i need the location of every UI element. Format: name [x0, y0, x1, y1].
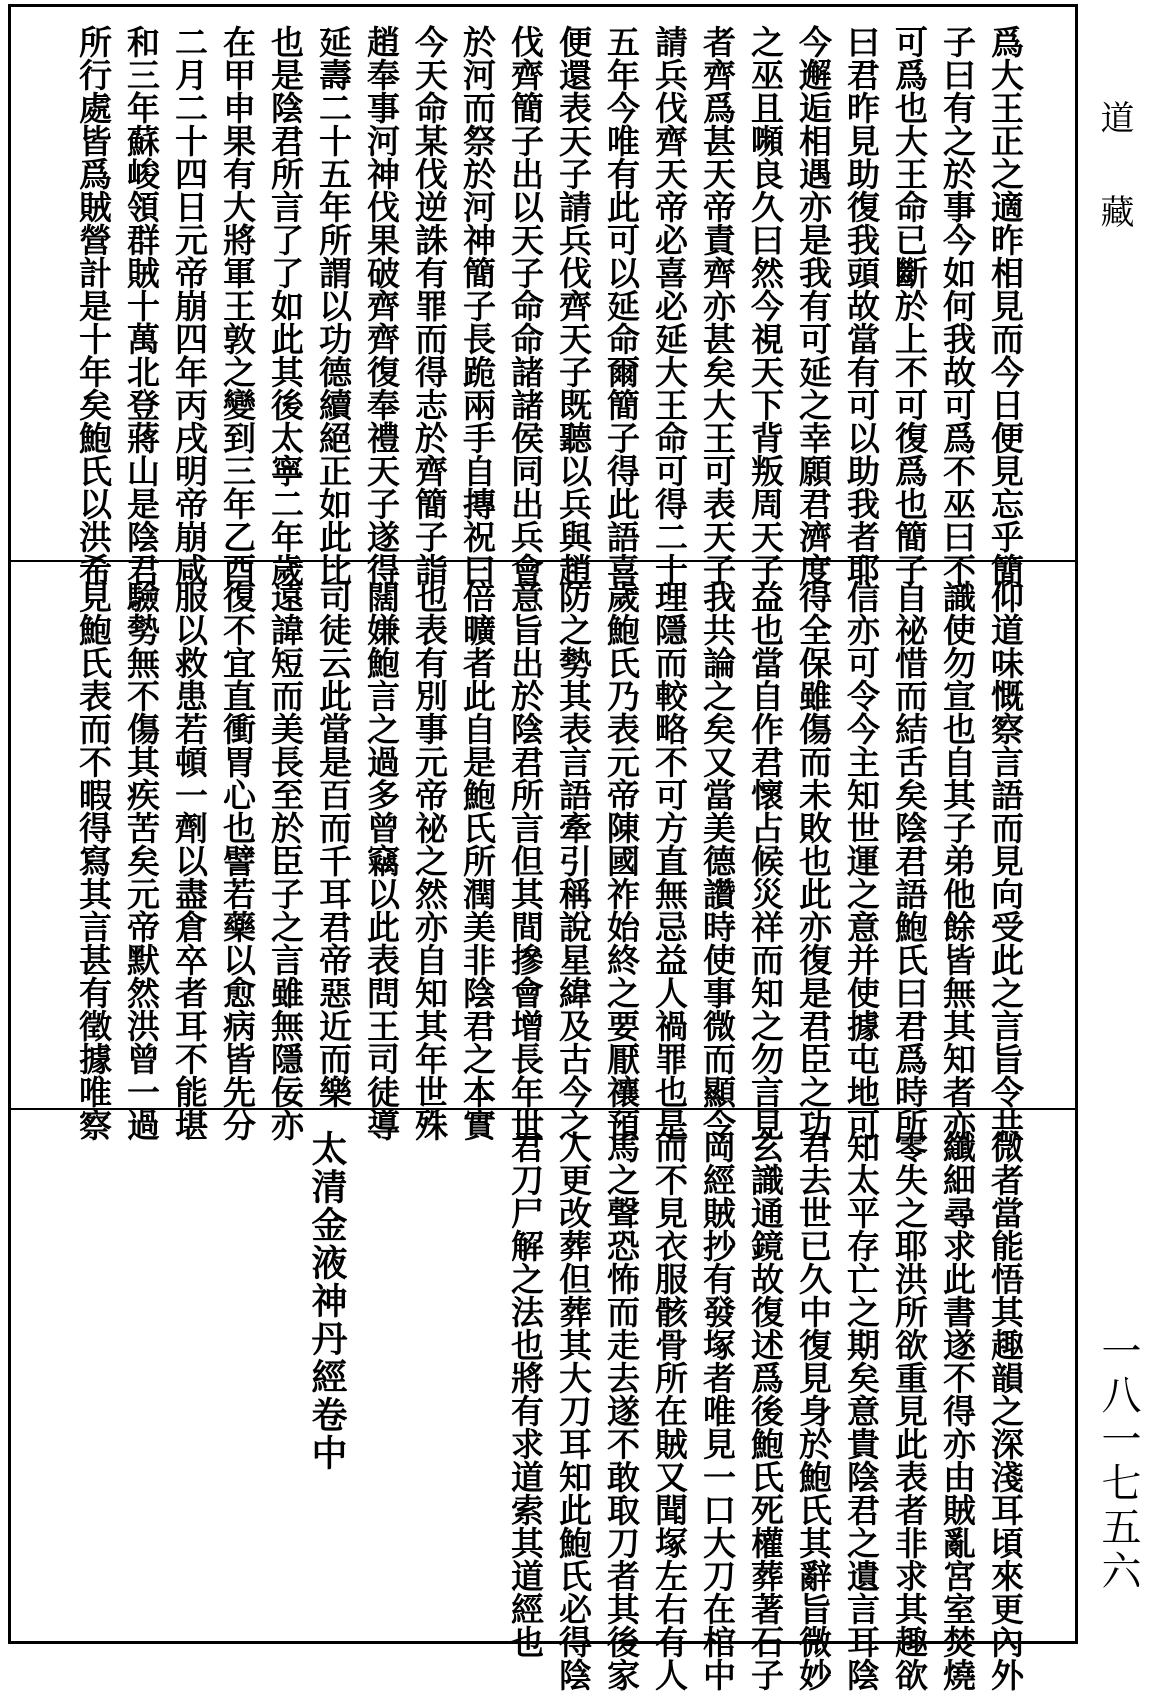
text-column: 和三年蘇峻領群賊十萬北登蔣山是陰君	[122, 25, 161, 586]
text-column: 微者當能悟其趣韻之深淺耳頃來更內外	[986, 1130, 1025, 1691]
text-column: 二月二十四日元帝崩四年丙戌明帝崩咸	[170, 25, 209, 586]
text-column: 纖細尋求此書遂不得亦由賊亂宮室焚燒	[938, 1130, 977, 1691]
text-column: 於河而祭於河神簡子長跪兩手自摶祝曰	[458, 25, 497, 586]
scroll-title: 太清金液神丹經卷中	[306, 1130, 348, 1472]
text-column: 之巫且嚬良久曰然今視天下背叛周天子	[746, 25, 785, 586]
text-column: 自祕惜而結舌矣陰君語鮑氏曰君爲時所	[890, 580, 929, 1141]
text-column: 馬之聲恐怖而走去遂不敢取刀者其後家	[602, 1130, 641, 1691]
text-column: 君去世已久中復見身於鮑氏其辭旨微妙	[794, 1130, 833, 1691]
text-column: 五年今唯有此可以延命爾簡子得此語喜	[602, 25, 641, 586]
text-column: 子曰有之於事今如何我故可爲不巫曰不	[938, 25, 977, 586]
text-column: 闊嫌鮑言之過多曾竊以此表問王司徒導	[362, 580, 401, 1141]
text-column: 復不宜直衝胃心也譬若藥以愈病皆先分	[218, 580, 257, 1141]
text-column: 請兵伐齊天帝必喜必延大王命可得二十	[650, 25, 689, 586]
text-register-lower	[11, 1108, 1075, 1691]
text-column: 零失之耶洪所欲重見此表者非求其趣欲	[890, 1130, 929, 1691]
text-column: 倍曠者此自是鮑氏所潤美非陰君之本實	[458, 580, 497, 1141]
text-column: 趙奉事河神伐果破齊齊復奉禮天子遂得	[362, 25, 401, 586]
text-column: 者齊爲甚天帝責齊亦甚矣大王可表天子	[698, 25, 737, 586]
text-column: 而不見衣服骸骨所在賊又聞塚左右有人	[650, 1130, 689, 1691]
column-row-upper	[69, 25, 1029, 586]
text-column: 理隱而較略不可方直無忌益人禍罪也是	[650, 580, 689, 1141]
text-register-upper	[11, 7, 1075, 586]
text-column: 玄識通鏡故復述爲後鮑氏死權葬著石子	[746, 1130, 785, 1691]
collection-label: 道藏	[1094, 100, 1134, 288]
page-frame	[8, 4, 1078, 1691]
text-column: 知太平存亡之期矣意貴陰君之遺言耳陰	[842, 1130, 881, 1691]
text-column: 君刀尸解之法也將有求道索其道經也	[506, 1130, 545, 1658]
text-column: 曰君昨見助復我頭故當有可以助我者耶	[842, 25, 881, 586]
text-column: 防之勢其表言語牽引稱說星緯及古今之	[554, 580, 593, 1141]
text-column: 我共論之矣又當美德讚時使事微而顯令	[698, 580, 737, 1141]
text-column: 識使勿宣也自其子弟他餘皆無其知者亦	[938, 580, 977, 1141]
text-column: 得全保雖傷而未敗也此亦復是君臣之功	[794, 580, 833, 1141]
text-column: 驗勢無不傷其疾苦矣元帝默然洪曾一過	[122, 580, 161, 1141]
page-number: 一八一七五六	[1095, 1330, 1141, 1594]
text-column: 岡經賊抄有發塚者唯見一口大刀在棺中	[698, 1130, 737, 1691]
text-column: 今天命某伐逆誅有罪而得志於齊簡子詣	[410, 25, 449, 586]
text-column: 也是陰君所言了了如此其後太寧二年歲	[266, 25, 305, 586]
text-register-middle	[11, 560, 1075, 1141]
text-column: 遠諱短而美長至於臣子之言雖無隱佞亦	[266, 580, 305, 1141]
text-column: 益也當自作君懷占候災祥而知之勿言見	[746, 580, 785, 1141]
text-column: 在甲申果有大將軍王敦之變到三年乙酉	[218, 25, 257, 586]
text-column: 見鮑氏表而不暇得寫其言甚有徵據唯察	[74, 580, 113, 1141]
text-column: 今邂逅相遇亦是我有可延之幸願君濟度	[794, 25, 833, 586]
text-column: 仰道味慨察言語而見向受此之言旨令共	[986, 580, 1025, 1141]
text-column: 伐齊簡子出以天子命命諸諸侯同出兵會	[506, 25, 545, 586]
text-column: 便還表天子請兵伐齊天子既聽以兵與趙	[554, 25, 593, 586]
column-row-lower	[303, 1130, 1029, 1691]
text-column: 所行處皆爲賊營計是十年矣鮑氏以洪希	[74, 25, 113, 586]
text-column: 司徒云此當是百而千耳君帝惡近而樂	[314, 580, 353, 1108]
text-column: 歲鮑氏乃表元帝陳國祚始終之要厭禳預	[602, 580, 641, 1141]
column-gap	[351, 1130, 501, 1691]
text-column: 可爲也大王命已斷於上不可復爲也簡子	[890, 25, 929, 586]
text-column: 信亦可令今主知世運之意并使據屯地可	[842, 580, 881, 1141]
text-column: 人更改葬但葬其大刀耳知此鮑氏必得陰	[554, 1130, 593, 1691]
text-column: 也表有別事元帝祕之然亦自知其年世殊	[410, 580, 449, 1141]
column-row-middle	[69, 580, 1029, 1141]
text-column: 延壽二十五年所謂以功德續絕正如此比	[314, 25, 353, 586]
text-column: 服以救患若頓一劑以盡倉卒者耳不能堪	[170, 580, 209, 1141]
text-column: 爲大王正之適昨相見而今日便見忘乎簡	[986, 25, 1025, 586]
text-column: 意旨出於陰君所言但其間摻會增長年世	[506, 580, 545, 1141]
